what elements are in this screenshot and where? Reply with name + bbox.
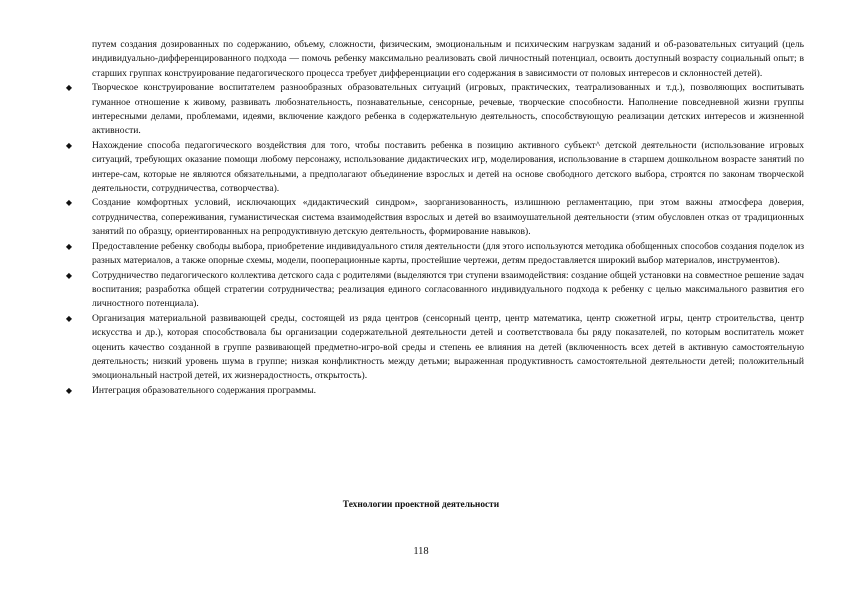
list-item xyxy=(65,81,804,139)
list-item-text: Предоставление ребенку свободы выбора, приобретение индивидуального стиля деятельности (для этого используются методика обобщенных способов создания поделок из разных материалов, а также опорные схемы, модели, пооперационные карты, простейшие чертежи, детям предоставляется широкий выбор материалов, инструментов). xyxy=(92,240,804,267)
list-item-text: Организация материальной развивающей среды, состоящей из ряда центров (сенсорный центр, центр математика, центр сюжетной игры, центр строительства, центр искусства и др.), которая способствовала бы организации содержательной деятельности детей и соответствовала бы ряду показателей, по которым воспитатель может оценить качество созданной в группе развивающей предметно-игро-вой среды и степень ее влияния на детей (включенность всех детей в активную самостоятельную деятельность; низкий уровень шума в группе; низкая конфликтность между детьми; выраженная продуктивность самостоятельной деятельности детей; положительный эмоциональный настрой детей, их жизнерадостность, открытость). xyxy=(92,312,804,382)
list-item-text: Творческое конструирование воспитателем разнообразных образовательных ситуаций (игровых, практических, театрализованных и т.д.), позволяющих воспитывать гуманное отношение к живому, развивать любознательность, познавательные, сенсорные, речевые, творческие способности. Наполнение повседневной жизни группы интересными делами, проблемами, идеями, включение каждого ребенка в содержательную деятельность, способствующую реализации детских интересов и жизненной активности. xyxy=(92,82,804,137)
diamond-bullet-icon: ◆ xyxy=(65,140,73,150)
page-number: 118 xyxy=(413,546,429,557)
list-item-text: Нахождение способа педагогического воздействия для того, чтобы поставить ребенка в позицию активного субъект^ детской деятельности (использование игровых ситуаций, требующих оказание помощи любому персонажу, использование дидактических игр, моделирования, использование в старшем дошкольном возрасте занятий по интере-сам, которые не являются обязательными, а предполагают объединение взрослых и детей на основе свободного детского выбора, строятся по законам творческой деятельности, сотрудничества, сотворчества). xyxy=(92,139,804,195)
list-item-text: Сотрудничество педагогического коллектива детского сада с родителями (выделяются три ступени взаимодействия: создание общей установки на совместное решение задач воспитания; разработка общей стратегии сотрудничества; реализация единого согласованного индивидуального подхода к ребенку с целью максимального развития его личностного потенциала). xyxy=(92,269,804,310)
diamond-bullet-icon: ◆ xyxy=(65,198,73,208)
principles-list xyxy=(65,81,804,398)
list-item xyxy=(65,384,804,398)
list-item xyxy=(65,269,804,312)
diamond-bullet-icon: ◆ xyxy=(65,241,73,251)
list-item-text: Интеграция образовательного содержания программы. xyxy=(92,384,317,396)
list-item xyxy=(65,312,804,384)
list-item-text: Создание комфортных условий, исключающих «дидактический синдром», заорганизованность, излишнюю регламентацию, при этом важны атмосфера доверия, сотрудничества, сопереживания, гуманистическая система взаимодействия взрослых и детей во взаимоушательной деятельности (этим обусловлен отказ от традиционных занятий по образцу, ориентированных на репродуктивную детскую деятельность, формирование навыков). xyxy=(92,197,804,238)
list-item xyxy=(65,240,804,269)
diamond-bullet-icon: ◆ xyxy=(65,313,73,323)
diamond-bullet-icon: ◆ xyxy=(65,83,73,93)
intro-paragraph: путем создания дозированных по содержанию, объему, сложности, физическим, эмоциональным и психическим нагрузкам заданий и об-разовательных ситуаций (цель индивидуально-дифференцированного подхода — помочь ребенку максимально реализовать свой личностный потенциал, освоить доступный возрасту социальный опыт; в старших группах конструирование педагогического процесса требует дифференциации его содержания в зависимости от половых интересов и склонностей детей). xyxy=(92,39,804,79)
diamond-bullet-icon: ◆ xyxy=(65,385,73,395)
body-text xyxy=(65,38,804,398)
diamond-bullet-icon: ◆ xyxy=(65,270,73,280)
section-heading: Технологии проектной деятельности xyxy=(342,500,500,510)
list-item xyxy=(65,139,804,197)
list-item xyxy=(65,196,804,239)
